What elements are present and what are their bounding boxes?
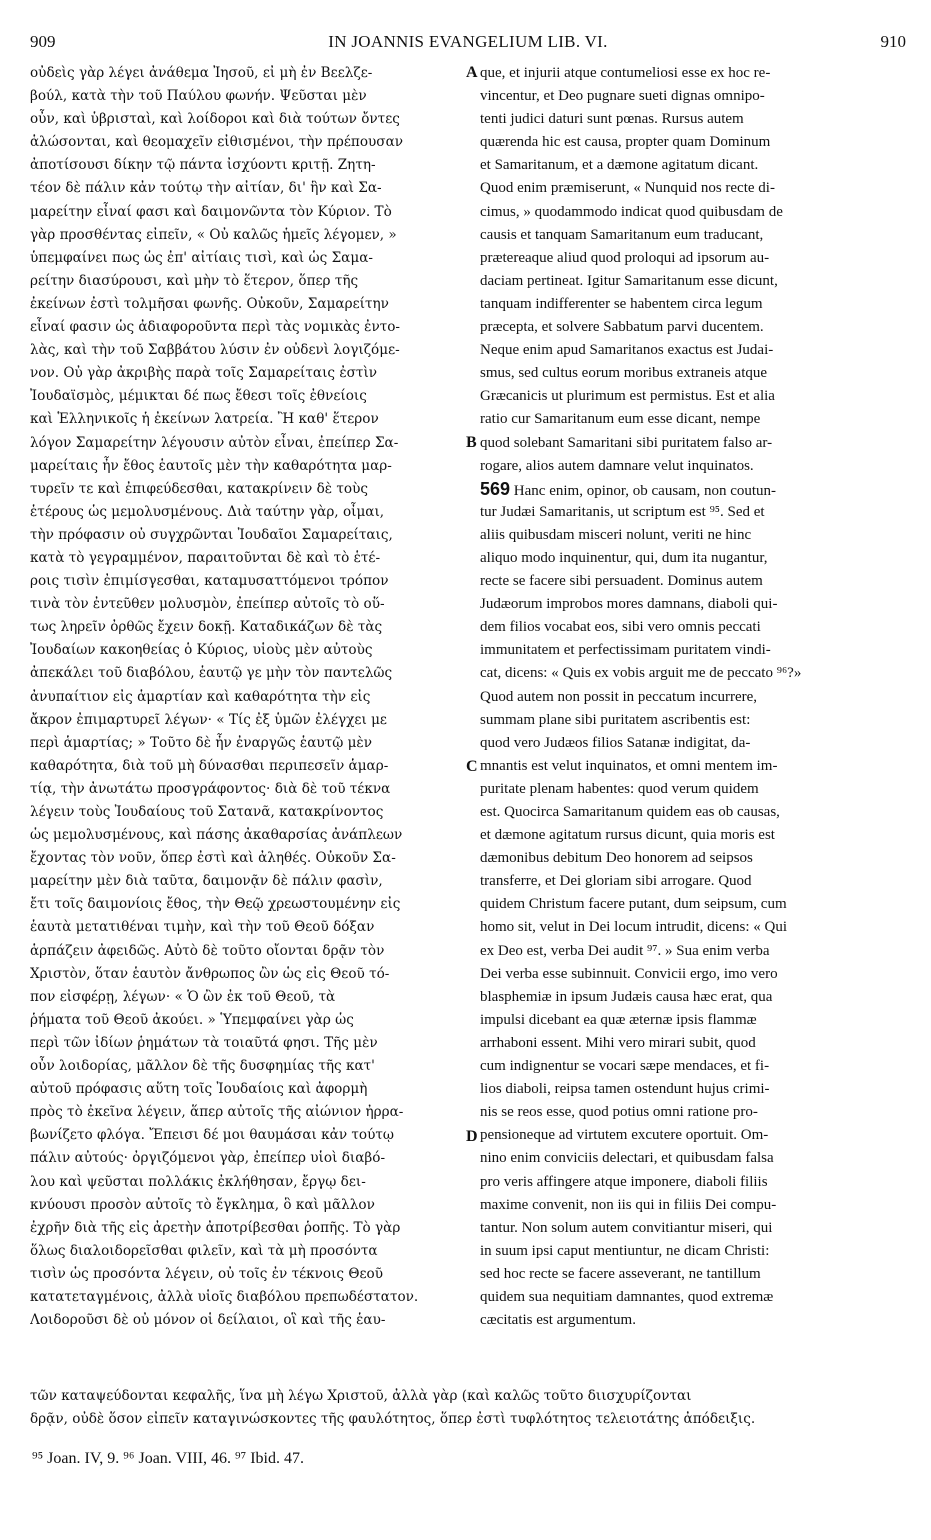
latin-text-line: arrhaboni essent. Mihi vero mirari subit, quod	[480, 1034, 756, 1051]
latin-text-line: quod solebant Samaritani sibi puritatem falso ar-	[480, 434, 773, 451]
latin-text-line: Judæorum improbos mores damnans, diaboli qui-	[480, 596, 778, 613]
section-marker-a: A	[466, 64, 478, 81]
greek-text-line: οὐδεὶς γὰρ λέγει ἀνάθεμα Ἰησοῦ, εἰ μὴ ἐν Βεελζε-	[30, 65, 373, 81]
greek-text-line: τέον δὲ πάλιν κἀν τούτῳ τὴν αἰτίαν, δι' ἣν καὶ Σα-	[30, 180, 382, 197]
latin-text-line: smus, sed cultus eorum moribus extraneis atque	[480, 365, 768, 382]
latin-text-line: que, et injurii atque contumeliosi esse ex hoc re-	[480, 65, 771, 81]
greek-text-line: ἔχοντας τὸν νοῦν, ὅπερ ἐστὶ καὶ ἀληθές. Οὐκοῦν Σα-	[30, 850, 396, 867]
greek-text-line: ὅλως διαλοιδορεῖσθαι φιλεῖν, καὶ τὰ μὴ προσόντα	[30, 1242, 378, 1259]
latin-text-line: prætereaque aliud quod proloqui ad ipsorum au-	[480, 249, 770, 266]
greek-text-line: τίᾳ, τὴν ἀνωτάτω προσγράφοντος· διὰ δὲ τοῦ τέκνα	[30, 780, 391, 797]
page-number-right: 910	[880, 32, 906, 51]
greek-text-line: κνύουσι προσὸν αὐτοῖς τὸ ἔγκλημα, ὃ καὶ μᾶλλον	[30, 1196, 375, 1213]
full-width-greek-tail	[30, 1385, 906, 1431]
latin-text-line: cat, dicens: « Quis ex vobis arguit me de peccato ⁹⁶?»	[480, 665, 802, 682]
latin-text-line: Neque enim apud Samaritanos exactus est Judai-	[480, 342, 774, 359]
greek-text-line: οὖν λοιδορίας, μᾶλλον δὲ τῆς δυσφημίας τῆς κατ'	[30, 1058, 375, 1075]
greek-text-line: ρείτην διασύρουσι, καὶ μὴν τὸ ἕτερον, ὅπερ τῆς	[30, 272, 359, 289]
latin-text-line: causis et tanquam Samaritanum eum traducant,	[480, 226, 764, 243]
greek-text-line: πον εἰσφέρῃ, λέγων· « Ὁ ὢν ἐκ τοῦ Θεοῦ, τὰ	[30, 988, 336, 1005]
latin-text-line: et Samaritanum, et a dæmone agitatum dicant.	[480, 157, 759, 174]
latin-text-line: quidem Christum facere putant, dum seipsum, cum	[480, 896, 787, 913]
footnotes: ⁹⁵ Joan. IV, 9. ⁹⁶ Joan. VIII, 46. ⁹⁷ Ibid. 47.	[32, 1450, 304, 1467]
greek-text-line: ἑτέρους ὡς μεμολυσμένους. Διὰ ταύτην γὰρ, οἶμαι,	[30, 503, 385, 520]
latin-text-line: dæmonibus debitum Deo honorem ad seipsos	[480, 850, 753, 867]
latin-text-line: pro veris affingere atque imponere, diaboli filiis	[480, 1173, 768, 1190]
greek-text-line: μαρείτην εἶναί φασι καὶ δαιμονῶντα τὸν Κύριον. Τὸ	[30, 203, 392, 220]
running-header	[30, 32, 906, 56]
greek-text-line: ἐκείνων ἐστὶ τολμῆσαι φωνῆς. Οὐκοῦν, Σαμαρείτην	[30, 295, 389, 312]
greek-text-line: περὶ ἁμαρτίας; » Τοῦτο δὲ ἦν ἐναργῶς ἑαυτῷ μὲν	[30, 734, 372, 751]
greek-text-line: λόγον Σαμαρείτην λέγουσιν αὐτὸν εἶναι, ἐπείπερ Σα-	[30, 434, 399, 451]
latin-text-line: Quod autem non possit in peccatum incurrere,	[480, 688, 758, 705]
greek-text-line: κατατεταγμένοις, ἀλλὰ υἱοῖς διαβόλου πρεπωδέστατον.	[30, 1288, 419, 1305]
greek-text-line: λὰς, καὶ τὴν τοῦ Σαββάτου λύσιν ἐν οὐδενὶ λογιζόμε-	[30, 342, 400, 359]
greek-text-line: εἶναί φασιν ὡς ἀδιαφοροῦντα περὶ τὰς νομικὰς ἐντο-	[30, 319, 401, 336]
greek-text-line: τινὰ τὸν ἐντεῦθεν μολυσμὸν, ἐπείπερ αὐτοῖς τὸ οὕ-	[30, 596, 385, 613]
latin-text-line: nis se reos esse, quod potius omni ratione pro-	[480, 1104, 758, 1121]
greek-text-line: οὖν, καὶ ὑβρισταὶ, καὶ λοίδοροι καὶ διὰ τούτων ὄντες	[30, 111, 400, 128]
greek-text-line: πρὸς τὸ ἐκεῖνα λέγειν, ἅπερ αὐτοῖς τῆς αἰώνιον ἠρρα-	[30, 1104, 404, 1121]
greek-column	[30, 62, 462, 1332]
latin-text-line	[480, 478, 906, 501]
latin-text-line: et dæmone agitatum rursus dicunt, quia moris est	[480, 827, 775, 844]
latin-text-line: cum indignentur se vocari sæpe mendaces, et fi-	[480, 1058, 770, 1075]
greek-text-line: καθαρότητα, διὰ τοῦ μὴ δύνασθαι περιπεσεῖν ἁμαρ-	[30, 757, 389, 774]
greek-text-line: ῥήματα τοῦ Θεοῦ ἀκούει. » Ὑπεμφαίνει γὰρ ὡς	[30, 1011, 354, 1028]
latin-text-line: Quod enim præmiserunt, « Nunquid nos recte di-	[480, 180, 775, 197]
greek-text-line: Ἰουδαίων κακοηθείας ὁ Κύριος, υἱοὺς μὲν αὐτοὺς	[30, 642, 373, 659]
greek-text-line: ἀποτίσουσι δίκην τῷ πάντα ἰσχύοντι κριτῇ. Ζητη-	[30, 157, 376, 174]
greek-text-line: βωνίζετο φλόγα. Ἔπεισι δέ μοι θαυμάσαι κἀν τούτῳ	[30, 1127, 394, 1144]
greek-text-line: λέγειν τοὺς Ἰουδαίους τοῦ Σατανᾶ, κατακρίνοντος	[30, 804, 384, 820]
greek-text-line: αὐτοῦ πρόφασις αὕτη τοῖς Ἰουδαίοις καὶ ἀφορμὴ	[30, 1081, 368, 1098]
latin-text-line: mnantis est velut inquinatos, et omni mentem im-	[480, 757, 778, 774]
latin-text-line: ratio cur Samaritanum eum esse dicant, nempe	[480, 411, 761, 428]
greek-text-line: περὶ τῶν ἰδίων ῥημάτων τὰ τοιαῦτά φησι. Τῆς μὲν	[30, 1034, 378, 1051]
section-marker-c: C	[466, 758, 478, 775]
greek-text-line: ὑπεμφαίνει πως ὡς ἐπ' αἰτίαις τισὶ, καὶ ὡς Σαμα-	[30, 249, 373, 266]
greek-text-line: κατὰ τὸ γεγραμμένον, παραιτοῦνται δὲ καὶ τὸ ἑτέ-	[30, 549, 381, 566]
latin-text-line: tur Judæi Samaritanis, ut scriptum est ⁹⁵. Sed et	[480, 503, 765, 520]
latin-text-line: homo sit, velut in Dei locum intrudit, dicens: « Qui	[480, 919, 788, 936]
greek-text-line: γὰρ προσθέντας εἰπεῖν, « Οὐ καλῶς ἡμεῖς λέγομεν, »	[30, 226, 397, 243]
greek-text-line: μαρείταις ἦν ἔθος ἑαυτοῖς μὲν τὴν καθαρότητα μαρ-	[30, 457, 392, 474]
latin-text-line: tenti judici daturi sunt pœnas. Rursus autem	[480, 111, 744, 128]
greek-text-line: νον. Οὐ γὰρ ἀκριβὴς παρὰ τοῖς Σαμαρείταις ἐστὶν	[30, 365, 378, 382]
greek-text-line: ἀνυπαίτιον εἰς ἁμαρτίαν καὶ καθαρότητα τὴν εἰς	[30, 688, 371, 705]
greek-text-line: ἁλώσονται, καὶ θεομαχεῖν εἰθισμένοι, τὴν πρέπουσαν	[30, 134, 404, 151]
latin-text-line: impulsi dicebant ea quæ æternæ ipsis flammæ	[480, 1011, 757, 1028]
greek-text-line: Ἰουδαϊσμὸς, μέμικται δέ πως ἔθεσι τοῖς ἐθνείοις	[30, 388, 367, 405]
latin-text-line: recte se facere sibi persuadent. Dominus autem	[480, 573, 763, 590]
greek-text-line: λου καὶ ψεῦσται πολλάκις ἐκλήθησαν, ἔργῳ δει-	[30, 1173, 366, 1190]
latin-text-line: aliquo modo inquinentur, qui, dum ita nugantur,	[480, 549, 768, 566]
latin-text-line: transferre, et Dei gloriam sibi arrogare. Quod	[480, 873, 752, 890]
greek-text-line: μαρείτην μὲν διὰ ταῦτα, δαιμονᾷν δὲ πάλιν φασὶν,	[30, 873, 383, 890]
latin-text-line: quærenda hic est causa, propter quam Dominum	[480, 134, 771, 151]
greek-tail-text-line: δρᾷν, οὐδὲ ὅσον εἰπεῖν καταγινώσκοντες τῆς φαυλότητος, ὅπερ ἐστὶ τυφλότητος τελειοτάτης ἀπόδειξις.	[30, 1411, 756, 1428]
page-number-left: 909	[30, 32, 56, 51]
latin-text-line: Dei verba esse subinnuit. Convicii ergo, imo vero	[480, 965, 778, 982]
latin-text-line: immunitatem et perfectissimam puritatem vindi-	[480, 642, 771, 659]
latin-text-line: rogare, alios autem damnare velut inquinatos.	[480, 457, 754, 474]
greek-text-line: ἐχρῆν διὰ τῆς εἰς ἀρετὴν ἀποτρίβεσθαι ῥοπῆς. Τὸ γὰρ	[30, 1219, 401, 1236]
latin-text-line: in suum ipsi caput mentiuntur, ne dicam Christi:	[480, 1242, 770, 1259]
greek-text-line: ὡς μεμολυσμένους, καὶ πάσης ἀκαθαρσίας ἀνάπλεων	[30, 827, 403, 844]
latin-text-line: Græcanicis ut plurimum est permistus. Est et alia	[480, 388, 775, 405]
latin-text-line: daciam pertineat. Igitur Samaritanum esse dicunt,	[480, 272, 778, 289]
column-number: 569	[480, 478, 511, 499]
greek-text-line: βούλ, κατὰ τὴν τοῦ Παύλου φωνήν. Ψεῦσται μὲν	[30, 88, 367, 105]
greek-text-line: ἔτι τοῖς δαιμονίοις ἔθος, τὴν Θεῷ χρεωστουμένην εἰς	[30, 896, 401, 913]
greek-text-line: ἀπεκάλει τοῦ διαβόλου, ἑαυτῷ γε μὴν τὸν παντελῶς	[30, 665, 393, 682]
greek-text-line: Λοιδοροῦσι δὲ οὐ μόνον οἱ δείλαιοι, οἳ καὶ τῆς ἑαυ-	[30, 1312, 386, 1329]
latin-text-line: cæcitatis est argumentum.	[480, 1312, 636, 1329]
latin-text-line: sed hoc recte se facere asseverant, ne tantillum	[480, 1265, 761, 1282]
latin-text-line: tanquam indifferenter se habentem circa legum	[480, 295, 763, 312]
greek-text-line: ἄκρον ἐπιμαρτυρεῖ λέγων· « Τίς ἐξ ὑμῶν ἐλέγχει με	[30, 711, 387, 728]
greek-text-line: τως ληρεῖν ὀρθῶς ἔχειν δοκῇ. Καταδικάζων δὲ τὰς	[30, 619, 383, 636]
greek-text-line: ροις τισὶν ἐπιμίσγεσθαι, καταμυσαττόμενοι τρόπον	[30, 573, 389, 590]
latin-text-line: pensioneque ad virtutem excutere oportuit. Om-	[480, 1127, 769, 1144]
latin-text-line: lios diaboli, reipsa tamen ostendunt hujus crimi-	[480, 1081, 770, 1098]
greek-text-line: τυρεῖν τε καὶ ἐπιφεύδεσθαι, κατακρίνειν δὲ τοὺς	[30, 480, 368, 497]
latin-text-line: nino enim conviciis delectari, et quibusdam falsa	[480, 1150, 774, 1167]
running-title: IN JOANNIS EVANGELIUM LIB. VI.	[328, 32, 608, 51]
latin-text-line: cimus, » quodammodo indicat quod quibusdam de	[480, 203, 783, 220]
greek-tail-text-line: τῶν καταψεύδονται κεφαλῆς, ἵνα μὴ λέγω Χριστοῦ, ἀλλὰ γὰρ (καὶ καλῶς τοῦτο διισχυρίζονται	[30, 1388, 692, 1404]
latin-text-line: quidem sua nequitiam damnantes, quod extremæ	[480, 1288, 774, 1305]
greek-text-line: πάλιν αὐτούς· ὀργιζόμενοι γὰρ, ἐπείπερ υἱοὶ διαβό-	[30, 1150, 386, 1167]
latin-column	[480, 62, 906, 1332]
latin-text-line: est. Quocirca Samaritanum quidem eas ob causas,	[480, 804, 780, 820]
latin-text-line: puritate plenam habentes: quod verum quidem	[480, 780, 759, 797]
latin-text-line: quod vero Judæos filios Satanæ indigitat, da-	[480, 734, 751, 751]
greek-text-line: ἑαυτὰ μετατιθέναι τιμὴν, καὶ τὴν τοῦ Θεοῦ δόξαν	[30, 919, 375, 936]
greek-text-line: ἁρπάζειν ἀφειδῶς. Αὐτὸ δὲ τοῦτο οἴονται δρᾷν τὸν	[30, 942, 385, 959]
latin-text-line: summam plane sibi puritatem ascribentis est:	[480, 711, 751, 728]
latin-text-line: præcepta, et solvere Sabbatum parvi ducentem.	[480, 319, 764, 336]
greek-text-line: τισὶν ὡς προσόντα λέγειν, οὐ τοῖς ἐν τέκνοις Θεοῦ	[30, 1265, 384, 1282]
section-marker-d: D	[466, 1128, 478, 1145]
greek-text-line: Χριστὸν, ὅταν ἑαυτὸν ἄνθρωπος ὢν ὡς εἰς Θεοῦ τό-	[30, 965, 390, 982]
greek-text-line: τὴν πρόφασιν οὐ συγχρῶνται Ἰουδαῖοι Σαμαρείταις,	[30, 526, 393, 543]
section-marker-b: B	[466, 434, 477, 451]
latin-text-line: vincentur, et Deo pugnare sueti dignas omnipo-	[480, 88, 765, 105]
latin-text-span: Hanc enim, opinor, ob causam, non coutun-	[513, 482, 777, 499]
latin-text-line: dem filios vocabat eos, sibi vero omnis peccati	[480, 619, 761, 636]
latin-text-line: aliis quibusdam misceri nolunt, veriti ne hinc	[480, 526, 752, 543]
latin-text-line: ex Deo est, verba Dei audit ⁹⁷. » Sua enim verba	[480, 942, 770, 959]
latin-text-line: blasphemiæ in ipsum Judæis causa hæc erat, qua	[480, 988, 773, 1005]
latin-text-line: tantur. Non solum autem convitiantur miseri, qui	[480, 1219, 773, 1236]
latin-text-line: maxime convenit, non iis qui in filiis Dei compu-	[480, 1196, 777, 1213]
greek-text-line: καὶ Ἑλληνικοῖς ἡ ἐκείνων λατρεία. Ἢ καθ' ἕτερον	[30, 411, 379, 428]
